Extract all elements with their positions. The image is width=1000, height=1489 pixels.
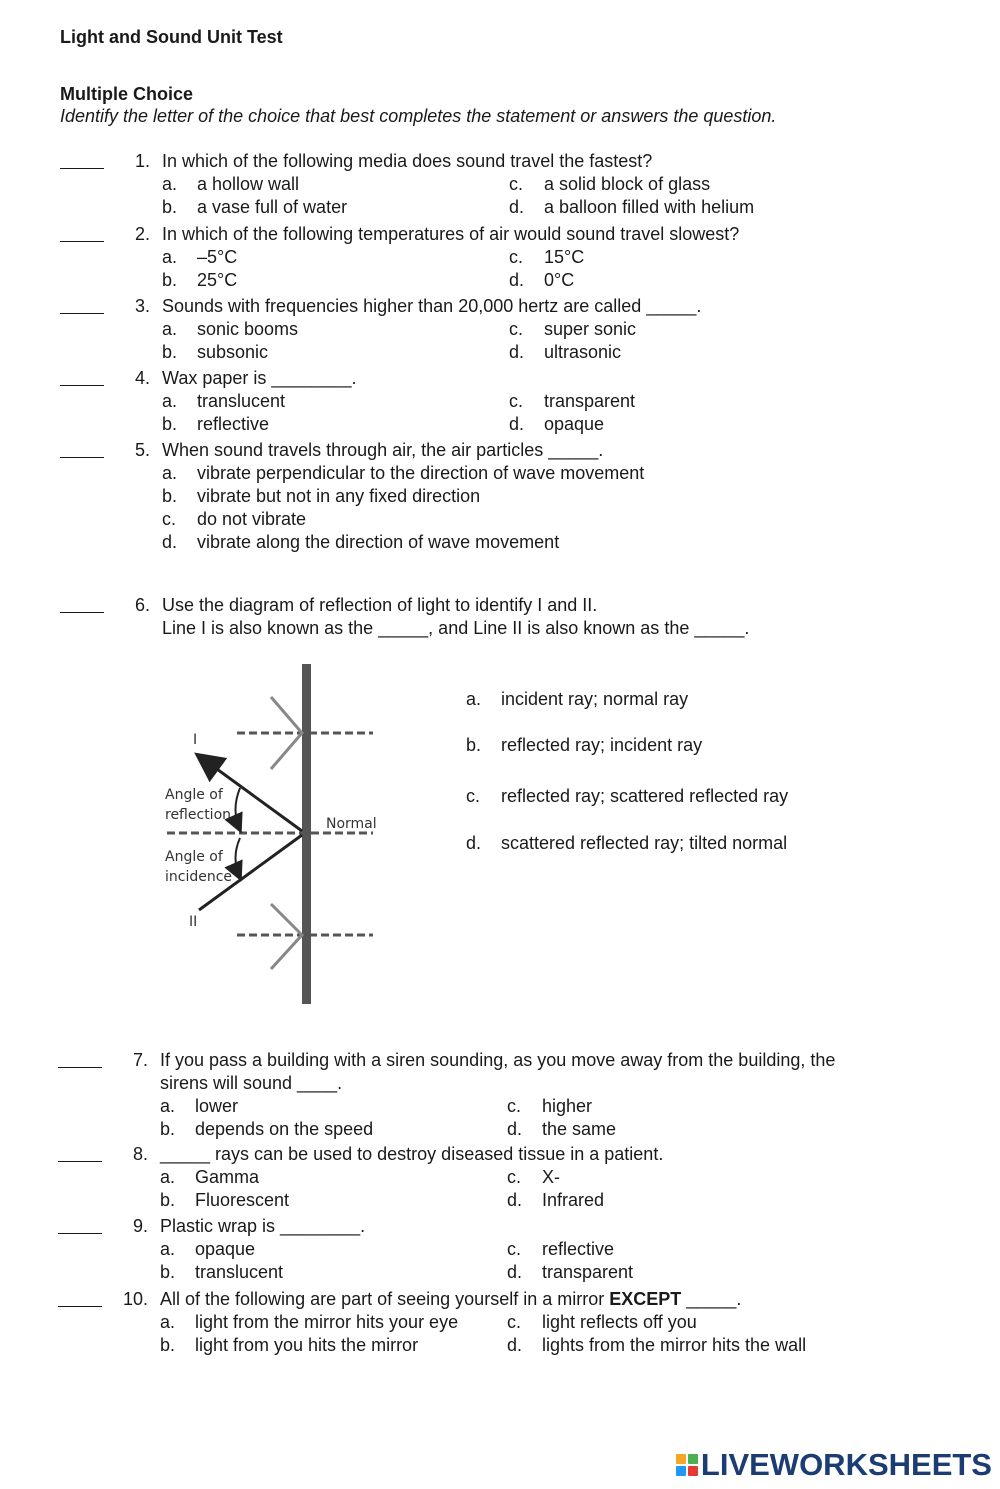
option-d: d. a balloon filled with helium — [509, 197, 755, 217]
question-number: 4. — [134, 368, 150, 388]
question-text: Use the diagram of reflection of light to identify I and II. — [162, 595, 598, 615]
option-c: c. transparent — [509, 391, 636, 411]
answer-blank[interactable] — [58, 1161, 102, 1162]
label-i: I — [193, 732, 198, 748]
question-number: 5. — [134, 440, 150, 460]
q6-option-d: d. scattered reflected ray; tilted normal — [466, 833, 788, 853]
option-a: a. vibrate perpendicular to the direction of wave movement — [162, 463, 645, 483]
q6-option-c: c. reflected ray; scattered reflected ray — [466, 786, 789, 806]
option-d: d. 0°C — [509, 270, 575, 290]
option-a: a. lower — [160, 1096, 239, 1116]
angle-incidence-arc — [236, 838, 241, 878]
option-b: b. Fluorescent — [160, 1190, 290, 1210]
option-a: a. a hollow wall — [162, 174, 300, 194]
question-number: 1. — [134, 151, 150, 171]
option-a: a. –5°C — [162, 247, 238, 267]
label-ii: II — [189, 914, 198, 930]
option-a: a. Gamma — [160, 1167, 260, 1187]
answer-blank[interactable] — [60, 385, 104, 386]
option-b: b. depends on the speed — [160, 1119, 374, 1139]
angle-incidence-label-2: incidence — [165, 869, 233, 885]
answer-blank[interactable] — [60, 313, 104, 314]
page-title: Light and Sound Unit Test — [60, 27, 283, 47]
angle-incidence-label-1: Angle of — [165, 849, 223, 865]
question-number: 10. — [122, 1289, 148, 1309]
option-c: c. super sonic — [509, 319, 637, 339]
question-text: If you pass a building with a siren sounding, as you move away from the building, the — [160, 1050, 836, 1070]
option-a: a. light from the mirror hits your eye — [160, 1312, 459, 1332]
option-b: b. 25°C — [162, 270, 238, 290]
option-d: d. transparent — [507, 1262, 634, 1282]
option-b: b. a vase full of water — [162, 197, 348, 217]
question-number: 7. — [132, 1050, 148, 1070]
answer-blank[interactable] — [60, 457, 104, 458]
answer-blank[interactable] — [60, 168, 104, 169]
question-text: In which of the following temperatures of air would sound travel slowest? — [162, 224, 740, 244]
section-heading: Multiple Choice — [60, 84, 194, 104]
option-a: a. translucent — [162, 391, 286, 411]
option-c: c. X- — [507, 1167, 560, 1187]
answer-blank[interactable] — [60, 241, 104, 242]
option-d: d. lights from the mirror hits the wall — [507, 1335, 807, 1355]
option-b: b. translucent — [160, 1262, 284, 1282]
option-a: a. opaque — [160, 1239, 256, 1259]
question-text: In which of the following media does sound travel the fastest? — [162, 151, 653, 171]
option-d: d. the same — [507, 1119, 617, 1139]
question-text: Plastic wrap is ________. — [160, 1216, 366, 1236]
q6-option-b: b. reflected ray; incident ray — [466, 735, 703, 755]
angle-reflection-label-2: reflection — [165, 807, 232, 823]
option-d: d. vibrate along the direction of wave movement — [162, 532, 560, 552]
question-text: When sound travels through air, the air particles _____. — [162, 440, 604, 460]
option-b: b. reflective — [162, 414, 270, 434]
q6-option-a: a. incident ray; normal ray — [466, 689, 689, 709]
option-d: d. opaque — [509, 414, 605, 434]
question-number: 8. — [132, 1144, 148, 1164]
answer-blank[interactable] — [58, 1233, 102, 1234]
question-text: All of the following are part of seeing yourself in a mirror EXCEPT _____. — [160, 1289, 742, 1309]
question-text-line-2: sirens will sound ____. — [160, 1073, 343, 1093]
question-number: 3. — [134, 296, 150, 316]
answer-blank[interactable] — [58, 1067, 102, 1068]
angle-reflection-label-1: Angle of — [165, 787, 223, 803]
logo-text: LIVEWORKSHEETS — [700, 1447, 992, 1482]
option-c: c. light reflects off you — [507, 1312, 697, 1332]
option-d: d. Infrared — [507, 1190, 605, 1210]
question-number: 6. — [134, 595, 150, 615]
option-c: c. 15°C — [509, 247, 585, 267]
answer-blank[interactable] — [60, 612, 104, 613]
reflection-diagram — [155, 660, 385, 1010]
question-text: _____ rays can be used to destroy diseased tissue in a patient. — [160, 1144, 664, 1164]
question-number: 9. — [132, 1216, 148, 1236]
option-c: c. do not vibrate — [162, 509, 307, 529]
instructions: Identify the letter of the choice that best completes the statement or answers the question. — [60, 106, 777, 126]
question-text: Sounds with frequencies higher than 20,000 hertz are called _____. — [162, 296, 702, 316]
option-b: b. light from you hits the mirror — [160, 1335, 419, 1355]
question-number: 2. — [134, 224, 150, 244]
angle-reflection-arc — [236, 788, 241, 830]
option-d: d. ultrasonic — [509, 342, 622, 362]
liveworksheets-logo[interactable] — [676, 1447, 992, 1483]
option-b: b. subsonic — [162, 342, 269, 362]
logo-mark-icon — [676, 1454, 698, 1476]
option-b: b. vibrate but not in any fixed direction — [162, 486, 481, 506]
option-c: c. a solid block of glass — [509, 174, 711, 194]
option-c: c. reflective — [507, 1239, 615, 1259]
question-text-line-2: Line I is also known as the _____, and Line II is also known as the _____. — [162, 618, 750, 638]
normal-label: Normal — [326, 816, 377, 832]
question-text: Wax paper is ________. — [162, 368, 357, 388]
answer-blank[interactable] — [58, 1306, 102, 1307]
option-a: a. sonic booms — [162, 319, 299, 339]
option-c: c. higher — [507, 1096, 593, 1116]
emphasis-except: EXCEPT — [609, 1289, 682, 1309]
